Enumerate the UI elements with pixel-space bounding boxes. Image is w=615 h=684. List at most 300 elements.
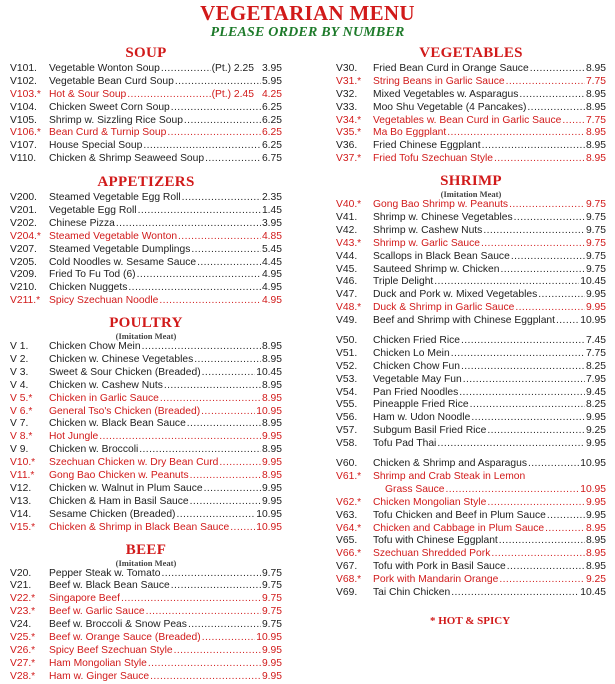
item-name: Chicken w. Walnut in Plum Sauce — [49, 482, 203, 494]
item-price: 9.75 — [261, 580, 282, 592]
item-name-area — [49, 192, 262, 205]
menu-item — [336, 264, 606, 277]
item-name: Chicken & Shrimp Seaweed Soup — [49, 153, 205, 165]
menu-item — [10, 341, 282, 354]
item-name-area — [49, 568, 262, 581]
item-name: Chicken Mongolian Style — [373, 496, 487, 508]
item-code: V36. — [336, 140, 358, 152]
item-name: Chicken w. Cashew Nuts — [49, 379, 163, 391]
leader-dots — [545, 523, 585, 536]
item-price: 9.75 — [261, 567, 282, 579]
item-name-area — [373, 438, 586, 451]
section-gap — [10, 308, 282, 315]
leader-dots — [459, 387, 585, 400]
leader-dots — [148, 658, 261, 671]
item-name: Fried Bean Curd in Orange Sauce — [373, 63, 529, 74]
item-name: Moo Shu Vegetable (4 Pancakes) — [373, 101, 527, 113]
item-name: Ma Bo Eggplant — [373, 127, 447, 139]
item-name-area — [373, 335, 586, 348]
leader-dots — [527, 102, 585, 115]
item-price: 8.95 — [585, 127, 606, 139]
item-name-area — [373, 115, 586, 128]
item-name-area — [49, 63, 262, 76]
item-name-area — [49, 406, 256, 419]
item-code: V 7. — [10, 418, 29, 430]
item-price: 8.95 — [585, 88, 606, 100]
item-name: Singapore Beef — [49, 593, 120, 605]
item-code: V55. — [336, 399, 358, 411]
item-code: V47. — [336, 289, 358, 301]
item-price: 9.95 — [585, 302, 606, 314]
item-name: Spicy Beef Szechuan Style — [49, 644, 173, 656]
item-name: Spicy Szechuan Noodle — [49, 295, 159, 307]
item-name: Chicken w. Chinese Vegetables — [49, 354, 194, 366]
menu-item — [10, 619, 282, 632]
item-code: V209. — [10, 269, 37, 281]
item-name-area — [49, 431, 262, 444]
menu-item — [10, 295, 282, 308]
leader-dots — [159, 295, 261, 308]
menu-item — [10, 418, 282, 431]
item-code: V104. — [10, 101, 37, 113]
item-name: Chicken Chow Fun — [373, 360, 460, 372]
leader-dots — [182, 192, 261, 205]
section-heading-shrimp — [336, 173, 606, 199]
leader-dots — [487, 497, 585, 510]
item-code: V103.* — [10, 88, 41, 100]
leader-dots — [176, 509, 255, 522]
item-name-area — [49, 606, 262, 619]
item-price: 9.75 — [585, 263, 606, 275]
menu-item — [10, 509, 282, 522]
section-heading-appetizers — [10, 173, 282, 192]
item-code: V200. — [10, 192, 37, 204]
item-code: V201. — [10, 205, 37, 217]
item-name: Vegetables w. Bean Curd in Garlic Sauce — [373, 114, 562, 126]
item-name: Beef w. Black Bean Sauce — [49, 580, 170, 592]
item-price: 6.25 — [261, 127, 282, 139]
menu-item — [336, 387, 606, 400]
leader-dots — [174, 645, 261, 658]
leader-dots — [175, 76, 261, 89]
item-code: V43.* — [336, 237, 362, 249]
menu-item — [10, 231, 282, 244]
item-price: 8.95 — [585, 153, 606, 165]
leader-dots — [99, 431, 261, 444]
item-code: V 3. — [10, 366, 29, 378]
menu-item — [10, 393, 282, 406]
item-price: 1.45 — [261, 205, 282, 217]
leader-dots — [194, 354, 261, 367]
item-code: V63. — [336, 509, 358, 521]
section-note: (Imitation Meat) — [440, 189, 502, 200]
leader-dots — [171, 102, 261, 115]
menu-item — [10, 496, 282, 509]
item-code: V42. — [336, 224, 358, 236]
leader-dots — [434, 276, 579, 289]
menu-item — [336, 140, 606, 153]
item-name: Fried Chinese Eggplant — [373, 140, 481, 152]
item-code: V 8.* — [10, 431, 33, 443]
item-price: 6.25 — [261, 140, 282, 152]
leader-dots — [437, 438, 585, 451]
item-name: Chicken Fried Rice — [373, 335, 460, 347]
item-name: Pork with Mandarin Orange — [373, 574, 499, 586]
item-name-area — [49, 444, 262, 457]
leader-dots — [202, 632, 256, 645]
leader-dots — [514, 212, 585, 225]
item-price: 7.45 — [585, 335, 606, 347]
item-name: Subgum Basil Fried Rice — [373, 425, 487, 437]
item-code: V30. — [336, 63, 358, 74]
item-price: 9.75 — [261, 593, 282, 605]
menu-item — [10, 671, 282, 684]
item-name-area — [373, 574, 586, 587]
menu-item — [10, 522, 282, 535]
leader-dots — [556, 315, 579, 328]
item-name-area — [49, 257, 262, 270]
item-name: Pan Fried Noodles — [373, 386, 459, 398]
item-price: 9.25 — [585, 425, 606, 437]
item-name-area — [49, 470, 262, 483]
item-price: 9.95 — [261, 457, 282, 469]
item-price: 9.45 — [585, 386, 606, 398]
menu-item — [10, 658, 282, 671]
menu-item — [336, 348, 606, 361]
item-name-area — [49, 153, 262, 166]
item-name: Shrimp and Crab Steak in Lemon — [373, 470, 526, 482]
item-name-area — [49, 282, 262, 295]
leader-dots — [499, 574, 585, 587]
menu-item — [336, 199, 606, 212]
item-name-area — [373, 302, 586, 315]
menu-item — [336, 225, 606, 238]
leader-dots — [150, 671, 261, 684]
item-name-area — [373, 63, 586, 76]
menu-item — [10, 568, 282, 581]
item-name-area — [49, 457, 262, 470]
item-name: Fried Tofu Szechuan Style — [373, 153, 494, 165]
leader-dots — [190, 470, 261, 483]
menu-item — [336, 471, 606, 497]
leader-dots — [160, 393, 261, 406]
menu-item — [10, 483, 282, 496]
item-code: V28.* — [10, 670, 36, 682]
item-name-area — [373, 289, 586, 302]
leader-dots — [499, 535, 585, 548]
item-name: Chicken Lo Mein — [373, 347, 450, 359]
menu-item — [10, 153, 282, 166]
item-name-area — [373, 276, 580, 289]
item-price: 7.95 — [585, 373, 606, 385]
item-name: Szechuan Shredded Pork — [373, 548, 491, 560]
leader-dots — [188, 619, 261, 632]
section-gap — [336, 166, 606, 173]
item-code: V15.* — [10, 521, 36, 533]
item-price: 5.95 — [261, 75, 282, 87]
item-price: 8.95 — [261, 444, 282, 456]
group-gap — [336, 451, 606, 458]
item-name-area — [373, 458, 580, 471]
leader-dots — [461, 335, 585, 348]
item-name-area — [373, 374, 586, 387]
menu-item — [336, 153, 606, 166]
item-code: V46. — [336, 276, 358, 288]
menu-item — [336, 523, 606, 536]
item-name-area — [49, 140, 262, 153]
item-price: 8.25 — [585, 360, 606, 372]
item-price: 8.25 — [585, 399, 606, 411]
right-column — [336, 44, 606, 600]
item-name: Cold Noodles w. Sesame Sauce — [49, 256, 197, 268]
item-code: V31.* — [336, 75, 362, 87]
menu-item — [336, 115, 606, 128]
item-name-area — [373, 251, 586, 264]
section-title: BEEF — [125, 541, 167, 558]
menu-item — [336, 497, 606, 510]
item-code: V 5.* — [10, 392, 33, 404]
menu-item — [10, 457, 282, 470]
leader-dots — [190, 496, 261, 509]
leader-dots — [447, 127, 585, 140]
item-code: V53. — [336, 373, 358, 385]
menu-item — [10, 257, 282, 270]
item-name-area — [373, 387, 586, 400]
menu-item — [10, 140, 282, 153]
item-name-area — [49, 341, 262, 354]
item-pint-price: (Pt.) 2.25 — [211, 63, 254, 74]
item-code: V60. — [336, 458, 358, 470]
item-code: V 6.* — [10, 405, 33, 417]
item-name: Chicken w. Broccoli — [49, 444, 139, 456]
item-code: V14. — [10, 508, 32, 520]
menu-title: VEGETARIAN MENU — [200, 1, 415, 25]
item-name-area — [373, 238, 586, 251]
item-name-area — [49, 645, 262, 658]
leader-dots — [463, 374, 585, 387]
item-code: V35.* — [336, 127, 362, 139]
item-name-area — [373, 348, 586, 361]
item-name-area — [373, 535, 586, 548]
leader-dots — [530, 63, 585, 76]
item-name: String Beans in Garlic Sauce — [373, 75, 505, 87]
item-name: Sauteed Shrimp w. Chicken — [373, 263, 500, 275]
item-name: Vegetable May Fun — [373, 373, 462, 385]
item-name: Steamed Vegetable Egg Roll — [49, 192, 181, 204]
item-code: V34.* — [336, 114, 362, 126]
section-title: APPETIZERS — [97, 174, 195, 191]
item-name-area — [373, 199, 586, 212]
item-code: V49. — [336, 315, 358, 327]
item-price: 8.95 — [585, 140, 606, 152]
leader-dots — [202, 367, 256, 380]
item-price: 10.45 — [580, 276, 606, 288]
item-name-area — [49, 354, 262, 367]
section-title: SOUP — [125, 45, 167, 61]
menu-item — [10, 127, 282, 140]
item-name: Beef w. Broccoli & Snow Peas — [49, 619, 187, 631]
leader-dots — [528, 458, 579, 471]
item-name: Pineapple Fried Rice — [373, 399, 469, 411]
item-price: 10.95 — [580, 458, 606, 470]
menu-item — [336, 238, 606, 251]
item-name: Gong Bao Shrimp w. Peanuts — [373, 199, 509, 211]
group-gap — [336, 328, 606, 335]
section-title: SHRIMP — [440, 173, 502, 190]
leader-dots — [562, 115, 585, 128]
item-price: 8.95 — [585, 101, 606, 113]
menu-item — [10, 354, 282, 367]
item-name: Mixed Vegetables w. Asparagus — [373, 88, 519, 100]
item-code: V58. — [336, 438, 358, 450]
menu-item — [336, 561, 606, 574]
item-code: V50. — [336, 335, 358, 347]
item-name-area — [373, 212, 586, 225]
item-price: 9.95 — [261, 495, 282, 507]
leader-dots — [205, 153, 261, 166]
item-code: V105. — [10, 114, 37, 126]
leader-dots — [127, 89, 210, 102]
item-price: 8.95 — [585, 548, 606, 560]
item-price: 4.95 — [261, 269, 282, 281]
item-price: 8.95 — [261, 470, 282, 482]
leader-dots — [487, 425, 585, 438]
leader-dots — [491, 548, 585, 561]
item-code: V207. — [10, 243, 37, 255]
item-code: V101. — [10, 63, 37, 74]
menu-item — [336, 76, 606, 89]
menu-item — [336, 212, 606, 225]
item-name: Duck & Shrimp in Garlic Sauce — [373, 302, 515, 314]
item-name-area — [49, 580, 262, 593]
item-price: 9.95 — [261, 482, 282, 494]
item-name: Pepper Steak w. Tomato — [49, 567, 161, 579]
item-name-area — [373, 548, 586, 561]
item-code: V33. — [336, 101, 358, 113]
item-price: 4.25 — [261, 88, 282, 100]
item-name: Vegetable Egg Roll — [49, 205, 137, 217]
hot-spicy-legend: * HOT & SPICY — [430, 615, 511, 627]
item-price: 9.95 — [585, 438, 606, 450]
menu-item — [10, 76, 282, 89]
leader-dots — [470, 399, 585, 412]
item-name-area — [49, 367, 256, 380]
item-price: 8.95 — [585, 63, 606, 74]
leader-dots — [230, 522, 255, 535]
leader-dots — [511, 251, 585, 264]
item-price: 8.95 — [585, 561, 606, 573]
leader-dots — [191, 244, 261, 257]
leader-dots — [146, 606, 261, 619]
menu-item — [336, 315, 606, 328]
item-name: Tofu with Pork in Basil Sauce — [373, 561, 506, 573]
item-name-area — [49, 418, 262, 431]
item-code: V10.* — [10, 457, 36, 469]
item-price: 9.95 — [585, 289, 606, 301]
item-name-area — [49, 89, 262, 102]
leader-dots — [128, 282, 261, 295]
item-price: 2.35 — [261, 192, 282, 204]
item-name: Chicken & Shrimp in Black Bean Sauce — [49, 521, 230, 533]
item-name-line2-wrap — [373, 484, 606, 497]
item-price: 7.75 — [585, 347, 606, 359]
item-name: Chicken and Cabbage in Plum Sauce — [373, 522, 545, 534]
item-name-area — [49, 380, 262, 393]
section-heading-poultry — [10, 315, 282, 341]
leader-dots — [184, 115, 261, 128]
item-name: Chicken & Shrimp and Asparagus — [373, 458, 527, 470]
item-name-area — [373, 315, 580, 328]
item-name-area — [373, 497, 586, 510]
menu-item — [10, 444, 282, 457]
item-code: V23.* — [10, 606, 36, 618]
item-code: V65. — [336, 535, 358, 547]
item-name: Chicken w. Black Bean Sauce — [49, 418, 186, 430]
item-name-area — [373, 510, 586, 523]
menu-item — [10, 218, 282, 231]
item-price: 9.25 — [585, 574, 606, 586]
menu-item — [10, 580, 282, 593]
section-gap — [10, 166, 282, 173]
section-title: POULTRY — [109, 315, 183, 332]
item-name-area — [373, 102, 586, 115]
item-price: 8.95 — [261, 354, 282, 366]
item-name-area — [373, 140, 586, 153]
section-note: (Imitation Meat) — [115, 557, 177, 568]
menu-item — [336, 63, 606, 76]
item-name: Hot Jungle — [49, 431, 99, 443]
section-gap — [10, 535, 282, 542]
left-column — [10, 44, 282, 684]
item-code: V61.* — [336, 470, 362, 482]
item-code: V52. — [336, 360, 358, 372]
item-price: 10.95 — [580, 483, 606, 495]
item-code: V20. — [10, 567, 32, 579]
item-code: V106.* — [10, 127, 41, 139]
menu-item — [10, 192, 282, 205]
item-name: Scallops in Black Bean Sauce — [373, 250, 510, 262]
leader-dots — [204, 483, 261, 496]
item-name-area — [49, 632, 256, 645]
menu-item — [10, 406, 282, 419]
item-code: V110. — [10, 153, 37, 165]
leader-dots — [494, 153, 585, 166]
item-name: Ham w. Ginger Sauce — [49, 670, 150, 682]
section-heading-soup — [10, 44, 282, 63]
item-name: Hot & Sour Soup — [49, 88, 127, 100]
item-name-area — [373, 425, 586, 438]
leader-dots — [161, 63, 211, 76]
menu-item — [10, 269, 282, 282]
item-code: V25.* — [10, 631, 36, 643]
leader-dots — [187, 418, 261, 431]
menu-item — [10, 431, 282, 444]
item-code: V211.* — [10, 295, 41, 307]
item-code: V66.* — [336, 548, 362, 560]
menu-subtitle: PLEASE ORDER BY NUMBER — [210, 25, 405, 40]
item-code: V12. — [10, 482, 32, 494]
item-code: V67. — [336, 561, 358, 573]
menu-item — [336, 412, 606, 425]
item-name: Shrimp w. Cashew Nuts — [373, 224, 483, 236]
item-code: V57. — [336, 425, 358, 437]
menu-item — [10, 380, 282, 393]
leader-dots — [483, 225, 585, 238]
menu-item — [336, 374, 606, 387]
item-price: 8.95 — [585, 522, 606, 534]
item-code: V64.* — [336, 522, 362, 534]
section-note: (Imitation Meat) — [115, 331, 177, 342]
